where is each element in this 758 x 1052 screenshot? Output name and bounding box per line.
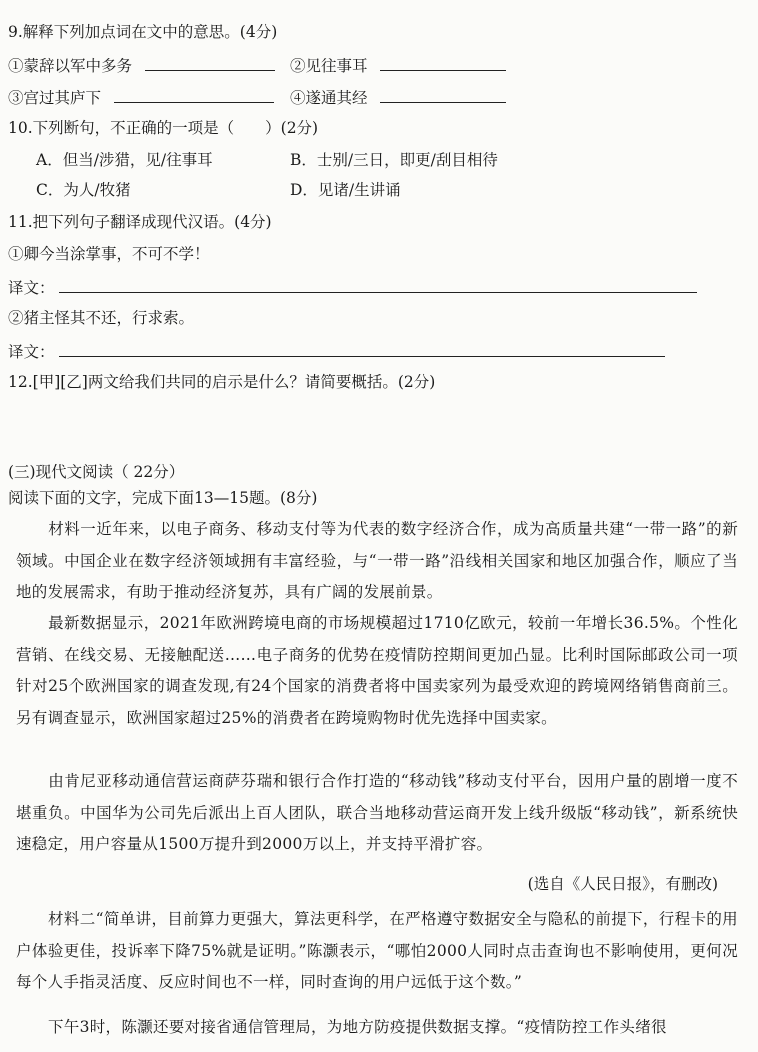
q9-answer-1[interactable] — [145, 54, 275, 71]
q11-translation-1[interactable] — [59, 276, 697, 293]
q11-translation-label-2: 译文： — [8, 343, 55, 361]
q9-answer-3[interactable] — [114, 86, 274, 103]
q9-item-4: ④遂通其经 — [290, 89, 368, 107]
q12-title: 12.[甲][乙]两文给我们共同的启示是什么？请简要概括。(2分) — [8, 373, 436, 391]
q10-option-a[interactable]: A．但当/涉猎，见/往事耳 — [36, 151, 213, 169]
q10-option-b[interactable]: B．士别/三日，即更/刮目相待 — [290, 151, 498, 169]
q10-title: 10.下列断句，不正确的一项是（ ）(2分) — [8, 119, 319, 137]
q11-translation-2[interactable] — [59, 340, 665, 357]
material-2-para-2: 下午3时，陈灏还要对接省通信管理局，为地方防疫提供数据支撑。“疫情防控工作头绪很 — [48, 1018, 667, 1036]
q9-answer-4[interactable] — [380, 86, 506, 103]
source-note: (选自《人民日报》，有删改) — [527, 875, 718, 893]
q11-title: 11.把下列句子翻译成现代汉语。(4分) — [8, 213, 272, 231]
q9-item-1: ①蒙辞以军中多务 — [8, 57, 133, 75]
q10-option-d[interactable]: D．见诸/生讲诵 — [290, 181, 401, 199]
q11-translation-label-1: 译文： — [8, 279, 55, 297]
q11-sentence-1: ①卿今当涂掌事，不可不学！ — [8, 245, 210, 263]
q9-title: 9.解释下列加点词在文中的意思。(4分) — [8, 23, 278, 41]
q10-option-c[interactable]: C．为人/牧猪 — [36, 181, 131, 199]
q9-answer-2[interactable] — [380, 54, 506, 71]
section-instruction: 阅读下面的文字，完成下面13—15题。(8分) — [8, 489, 318, 507]
section-heading: (三)现代文阅读（ 22分） — [8, 463, 185, 481]
q11-sentence-2: ②猪主怪其不还，行求索。 — [8, 309, 195, 327]
q9-item-2: ②见往事耳 — [290, 57, 368, 75]
q9-item-3: ③宫过其庐下 — [8, 89, 102, 107]
material-2-para-1: 材料二“简单讲，目前算力更强大，算法更科学，在严格遵守数据安全与隐私的前提下，行程卡的用户体验更佳，投诉率下降75%就是证明。”陈灏表示，“哪怕2000人同时点击查询也不影响使用，更何况每个人手指灵活度、反应时间也不一样，同时查询的用户远低于这个数。” — [16, 910, 738, 991]
material-1-para-3: 由肯尼亚移动通信营运商萨芬瑞和银行合作打造的“移动钱”移动支付平台，因用户量的剧增一度不堪重负。中国华为公司先后派出上百人团队，联合当地移动营运商开发上线升级版“移动钱”，新系统快速稳定，用户容量从1500万提升到2000万以上，并支持平滑扩容。 — [16, 772, 738, 853]
material-1-para-1: 材料一近年来，以电子商务、移动支付等为代表的数字经济合作，成为高质量共建“一带一路”的新领域。中国企业在数字经济领域拥有丰富经验，与“一带一路”沿线相关国家和地区加强合作，顺应了当地的发展需求，有助于推动经济复苏，具有广阔的发展前景。 — [16, 520, 738, 601]
material-1-para-2: 最新数据显示，2021年欧洲跨境电商的市场规模超过1710亿欧元，较前一年增长36.5%。个性化营销、在线交易、无接触配送……电子商务的优势在疫情防控期间更加凸显。比利时国际邮政公司一项针对25个欧洲国家的调查发现,有24个国家的消费者将中国卖家列为最受欢迎的跨境网络销售商前三。另有调查显示，欧洲国家超过25%的消费者在跨境购物时优先选择中国卖家。 — [16, 614, 738, 727]
